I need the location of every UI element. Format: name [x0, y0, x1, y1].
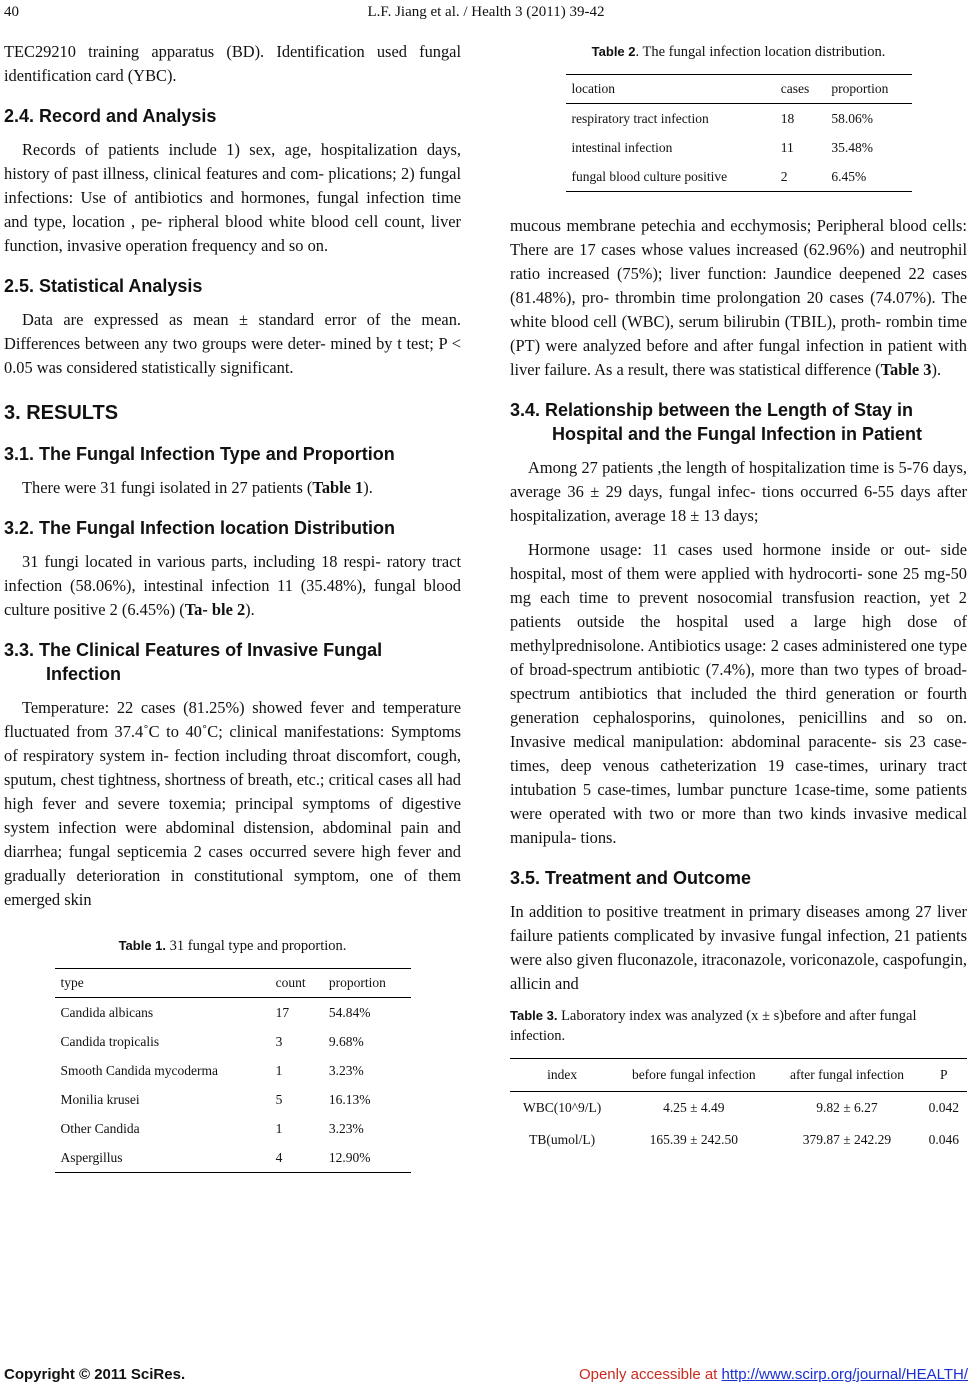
paragraph-2-4: Records of patients include 1) sex, age, hospitalization days, history of past illness, clinical features and com- plications; 2) fungal infections: Use of antibiotics and hormones, fungal infection time and type, location , pe- ripheral blood white blood cell count, liver function, invasive operation frequency and so on. — [4, 140, 461, 255]
table-1 — [55, 968, 411, 1173]
paragraph-continued: mucous membrane petechia and ecchymosis; Peripheral blood cells: There are 17 cases whose values increased (62.96%) and neutrophil ratio increased (75%); liver function: Jaundice deepened 22 cases (81.48%), pro- thrombin time prolongation 20 cases (74.07%). The white blood cell (WBC), serum bilirubin (TBIL), proth- rombin time (PT) were analyzed before and after fungal infection in patient with liver failure. As a result, there was statistical difference (Table 3). — [510, 216, 967, 379]
table2-ref: Ta- ble 2 — [184, 600, 246, 619]
right-column — [510, 40, 967, 1156]
copyright: Copyright © 2011 SciRes. — [4, 1366, 186, 1383]
paragraph-3-1: There were 31 fungi isolated in 27 patients (Table 1). — [22, 478, 373, 497]
table1-caption: Table 1. 31 fungal type and proportion. — [118, 938, 347, 954]
table-header: before fungal infection — [614, 1059, 773, 1092]
journal-link[interactable]: http://www.scirp.org/journal/HEALTH/ — [721, 1366, 968, 1383]
paragraph-2-5: Data are expressed as mean ± standard error of the mean. Differences between any two groups were deter- mined by t test; P < 0.05 was considered statistically significant. — [4, 310, 461, 377]
table-header: P — [921, 1059, 967, 1092]
heading-3-2: 3.2. The Fungal Infection location Distribution — [4, 518, 396, 538]
table3-caption: Table 3. Laboratory index was analyzed (x ± s)before and after fungal infection. — [510, 1008, 917, 1044]
access-note: Openly accessible at http://www.scirp.org/journal/HEALTH/ — [578, 1366, 968, 1383]
table-row: Aspergillus 4 12.90% — [55, 1143, 411, 1173]
paragraph-3-4-b: Hormone usage: 11 cases used hormone inside or out- side hospital, most of them were applied with hydrocorti- sone 25 mg-50 mg each time to prevent nosocomial transfusion reaction, yet 2 patients outside the hospital used a large high dose of methylprednisolone. Antibiotics usage: 2 cases administered one type of broad-spectrum antibiotic (7.4%), more than two types of broad-spectrum antibiotics that included the third generation or fourth generation cephalosporins, quinolones, penicillins and so on. Invasive medical manipulation: abdominal paracente- sis 23 case-times, deep venous catheterization 19 case-times, urinary tract intubation 5 case-times, lumbar puncture 1case-time, some patients were operated with two or more than two kinds invasive medical manipula- tions. — [510, 540, 967, 847]
table-row: respiratory tract infection 18 58.06% — [571, 110, 873, 126]
table3-ref: Table 3 — [880, 360, 932, 379]
heading-3-1: 3.1. The Fungal Infection Type and Proportion — [4, 444, 395, 464]
paragraph-3-2: 31 fungi located in various parts, including 18 respi- ratory tract infection (58.06%), intestinal infection 11 (35.48%), fungal blood culture positive 2 (6.45%) (Ta- ble 2). — [4, 552, 461, 619]
table2-caption: Table 2. The fungal infection location distribution. — [591, 44, 886, 60]
table-3 — [510, 1058, 967, 1156]
heading-2-5: 2.5. Statistical Analysis — [4, 276, 203, 296]
table-header: cases — [775, 75, 826, 104]
table-2 — [566, 74, 912, 192]
table-row: Candida tropicalis 3 9.68% — [60, 1033, 364, 1049]
table-header: after fungal infection — [773, 1059, 920, 1092]
heading-3: 3. RESULTS — [4, 402, 119, 424]
table-header: index — [510, 1059, 614, 1092]
table-row: intestinal infection 11 35.48% — [571, 139, 873, 155]
table-row: Candida albicans 17 54.84% — [60, 1004, 371, 1020]
table-row: Smooth Candida mycoderma 1 3.23% — [60, 1062, 364, 1078]
paragraph-3-5: In addition to positive treatment in primary diseases among 27 liver failure patients complicated by invasive fungal infection, 21 patients were also given fluconazole, itraconazole, voriconazole, caspofungin, allicin and — [510, 902, 967, 993]
page-number: 40 — [4, 4, 19, 20]
heading-3-5: 3.5. Treatment and Outcome — [510, 868, 752, 888]
table-header: count — [270, 969, 323, 998]
heading-2-4: 2.4. Record and Analysis — [4, 106, 217, 126]
left-column — [4, 40, 461, 1173]
table1-ref: Table 1 — [312, 478, 364, 497]
heading-3-3: 3.3. The Clinical Features of Invasive Fungal Infection — [4, 640, 383, 684]
heading-3-4: 3.4. Relationship between the Length of Stay in Hospital and the Fungal Infection in Patient — [510, 400, 923, 444]
table-header: proportion — [323, 969, 411, 998]
table-row: TB(umol/L) 165.39 ± 242.50 379.87 ± 242.29 0.046 — [529, 1132, 959, 1147]
paragraph-3-3: Temperature: 22 cases (81.25%) showed fever and temperature fluctuated from 37.4˚C to 40˚C; clinical manifestations: Symptoms of respiratory system in- fection including throat discomfort, cough, sputum, chest tightness, shortness of breath, etc.; critical cases all had high fever and severe toxemia; principal symptoms of digestive system infection were abdominal distension, abdominal pain and diarrhea; fungal septicemia 2 cases occurred severe high fever and gradually deterioration in constitutional symptom, one of them emerged skin — [4, 698, 461, 909]
table-row: WBC(10^9/L) 4.25 ± 4.49 9.82 ± 6.27 0.042 — [522, 1100, 959, 1115]
running-title: L.F. Jiang et al. / Health 3 (2011) 39-42 — [367, 4, 605, 20]
paragraph-intro: TEC29210 training apparatus (BD). Identification used fungal identification card (YBC). — [4, 42, 461, 85]
table-row: fungal blood culture positive 2 6.45% — [566, 162, 912, 192]
table-row: Other Candida 1 3.23% — [60, 1120, 364, 1136]
table-header: proportion — [825, 75, 911, 104]
table-row: Monilia krusei 5 16.13% — [60, 1091, 371, 1107]
table-header: location — [566, 75, 775, 104]
paragraph-3-4-a: Among 27 patients ,the length of hospitalization time is 5-76 days, average 36 ± 29 days, fungal infec- tions occurred 6-55 days after hospitalization, average 18 ± 13 days; — [510, 458, 967, 525]
table-header: type — [55, 969, 270, 998]
